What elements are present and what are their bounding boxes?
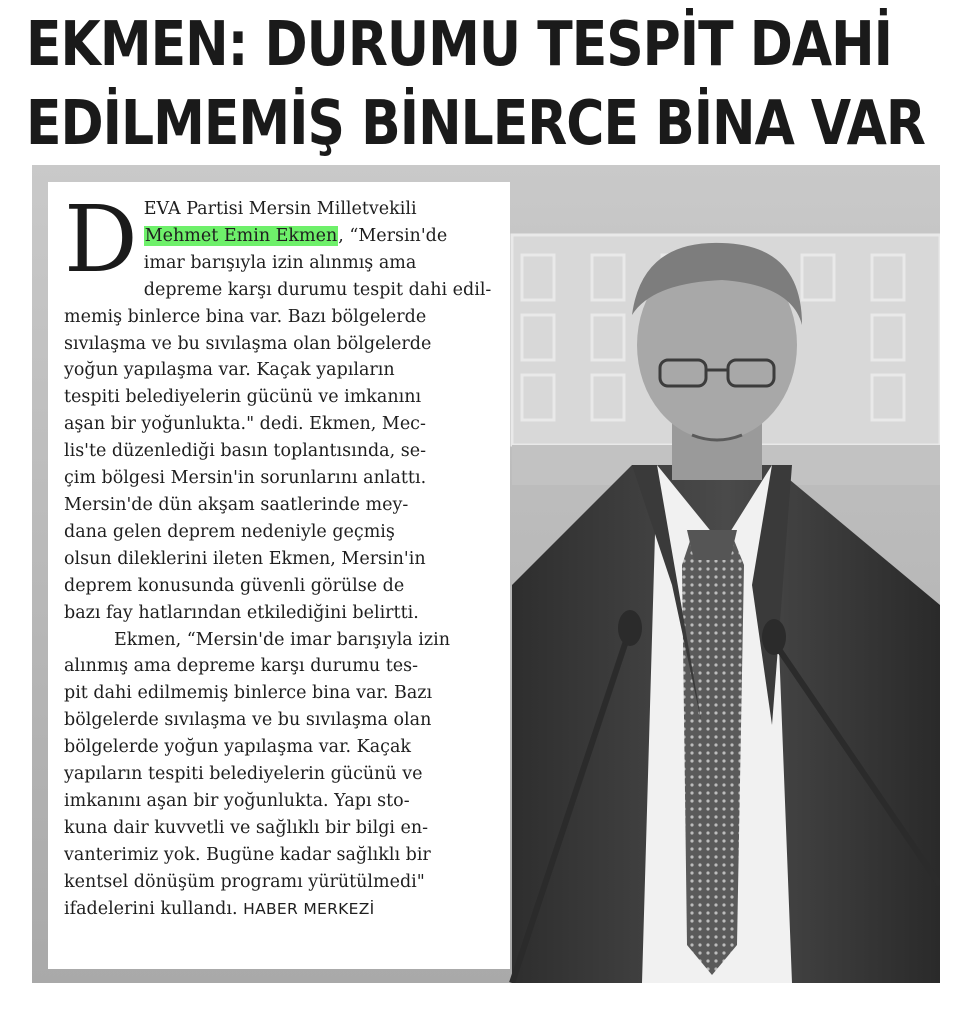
text-line: dana gelen deprem nedeniyle geçmiş	[64, 521, 395, 542]
text-line: bölgelerde sıvılaşma ve bu sıvılaşma olan	[64, 710, 432, 731]
text-line: EVA Partisi Mersin Milletvekili	[143, 199, 417, 219]
text-line: memiş binlerce bina var. Bazı bölgelerde	[64, 306, 427, 327]
text-line: deprem konusunda güvenli görülse de	[64, 575, 405, 596]
highlighted-name: Mehmet Emin Ekmen	[144, 225, 338, 246]
text-line: Mersin'de dün akşam saatlerinde mey-	[64, 494, 409, 515]
headline-line-1: EKMEN: DURUMU TESPİT DAHİ	[26, 9, 892, 81]
text-line: bölgelerde yoğun yapılaşma var. Kaçak	[64, 737, 412, 758]
text-line: yapıların tespiti belediyelerin gücünü ve	[64, 764, 423, 785]
text-line: vanterimiz yok. Bugüne kadar sağlıklı bir	[64, 844, 431, 865]
text-line: pit dahi edilmemiş binlerce bina var. Bazı	[64, 683, 433, 704]
text-line: sıvılaşma ve bu sıvılaşma olan bölgelerde	[64, 333, 432, 354]
article-text-box	[48, 182, 510, 969]
drop-cap: D	[64, 186, 138, 293]
text-line: kentsel dönüşüm programı yürütülmedi"	[64, 871, 425, 892]
text-line	[64, 896, 500, 923]
text-line: imar barışıyla izin alınmış ama	[143, 252, 417, 273]
text-line: lis'te düzenlediği basın toplantısında, se-	[64, 441, 426, 462]
text-line: kuna dair kuvvetli ve sağlıklı bir bilgi en-	[64, 817, 429, 838]
text-line: Ekmen, “Mersin'de imar barışıyla izin	[114, 629, 450, 650]
text-line: bazı fay hatlarından etkilediğini belirtti.	[64, 602, 419, 623]
headline-line-2: EDİLMEMİŞ BİNLERCE BİNA VAR	[26, 88, 925, 160]
headline	[26, 6, 938, 164]
text-line: çim bölgesi Mersin'in sorunlarını anlattı.	[64, 468, 427, 489]
text-line: olsun dileklerini ileten Ekmen, Mersin'in	[64, 548, 426, 569]
byline-credit: HABER MERKEZİ	[243, 899, 375, 918]
text-line: yoğun yapılaşma var. Kaçak yapıların	[64, 360, 395, 381]
text-fragment: , “Mersin'de	[338, 225, 448, 246]
article-paragraph-1	[64, 186, 500, 627]
text-line: imkanını aşan bir yoğunlukta. Yapı sto-	[64, 790, 410, 811]
text-line: depreme karşı durumu tespit dahi edil-	[143, 279, 492, 300]
article-paragraph-2	[64, 627, 500, 923]
text-line: tespiti belediyelerin gücünü ve imkanını	[64, 387, 422, 408]
text-line: aşan bir yoğunlukta." dedi. Ekmen, Mec-	[64, 414, 426, 435]
text-line: alınmış ama depreme karşı durumu tes-	[64, 656, 419, 677]
text-fragment: ifadelerini kullandı.	[64, 898, 238, 919]
